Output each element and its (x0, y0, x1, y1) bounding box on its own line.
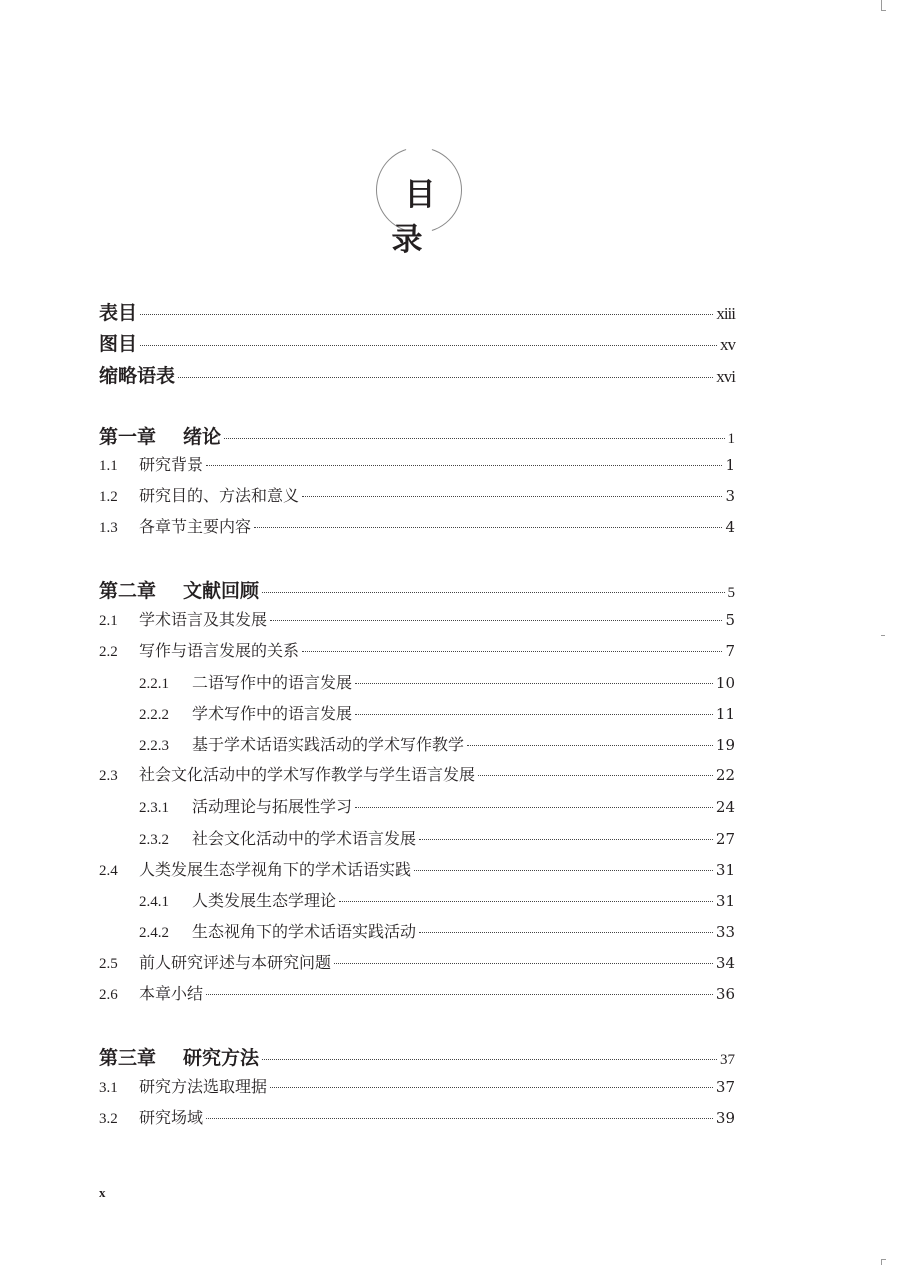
toc-entry-title: 研究场域 (139, 1108, 204, 1127)
toc-entry-title: 研究背景 (139, 455, 204, 474)
dot-leader (224, 438, 724, 439)
toc-section[interactable] (99, 762, 735, 788)
toc-subsection-number: 2.3.2 (139, 832, 169, 848)
toc-entry-page: 22 (715, 766, 735, 784)
dot-leader (206, 1118, 713, 1119)
dot-leader (334, 963, 713, 964)
dot-leader (270, 1087, 713, 1088)
toc-entry-title: 二语写作中的语言发展 (192, 673, 353, 692)
crop-mark-top-right (881, 10, 886, 11)
dot-leader (355, 807, 713, 808)
toc-entry-title: 文献回顾 (183, 580, 260, 602)
dot-leader (339, 901, 713, 902)
dot-leader (270, 620, 722, 621)
toc-section-number: 2.3 (99, 768, 118, 784)
toc-section[interactable] (99, 607, 735, 633)
toc-chapter-number: 第三章 (99, 1047, 157, 1069)
toc-entry-title: 写作与语言发展的关系 (139, 641, 300, 660)
toc-entry-page: 10 (715, 674, 735, 692)
toc-entry-page: 33 (715, 923, 735, 941)
toc-section[interactable] (99, 514, 735, 540)
toc-front-matter-item[interactable] (99, 329, 735, 355)
toc-chapter[interactable] (99, 576, 735, 602)
page-title-block (355, 145, 485, 258)
toc-entry-title: 人类发展生态学视角下的学术话语实践 (139, 860, 412, 879)
toc-section-number: 3.2 (99, 1111, 118, 1127)
dot-leader (419, 839, 713, 840)
toc-subsection[interactable] (139, 888, 735, 914)
toc-entry-title: 研究目的、方法和意义 (139, 486, 300, 505)
toc-section[interactable] (99, 1074, 735, 1100)
toc-section-number: 2.4 (99, 863, 118, 879)
toc-front-matter-item[interactable] (99, 298, 735, 324)
page-title: 目 录 (391, 177, 462, 258)
toc-chapter[interactable] (99, 1043, 735, 1069)
dot-leader (254, 527, 722, 528)
dot-leader (414, 870, 713, 871)
toc-entry-page: 11 (715, 705, 735, 723)
toc-entry-page: 34 (715, 954, 735, 972)
toc-entry-page: 1 (727, 431, 735, 447)
toc-entry-page: 27 (715, 830, 735, 848)
toc-section[interactable] (99, 638, 735, 664)
toc-subsection[interactable] (139, 826, 735, 852)
toc-entry-page: 39 (715, 1109, 735, 1127)
toc-entry-page: 3 (725, 487, 735, 505)
toc-entry-title: 前人研究评述与本研究问题 (139, 953, 332, 972)
toc-section-number: 2.2 (99, 644, 118, 660)
toc-section[interactable] (99, 1105, 735, 1131)
toc-subsection-number: 2.4.1 (139, 894, 169, 910)
toc-section-number: 2.5 (99, 956, 118, 972)
toc-entry-title: 学术语言及其发展 (139, 610, 268, 629)
toc-subsection[interactable] (139, 670, 735, 696)
toc-entry-title: 绪论 (183, 426, 222, 448)
toc-subsection-number: 2.2.2 (139, 707, 169, 723)
dot-leader (178, 377, 713, 378)
dot-leader (206, 465, 722, 466)
toc-section-number: 1.1 (99, 458, 118, 474)
dot-leader (140, 345, 717, 346)
toc-entry-title: 本章小结 (139, 984, 204, 1003)
toc-entry-title: 活动理论与拓展性学习 (192, 797, 353, 816)
toc-section-number: 2.1 (99, 613, 118, 629)
toc-entry-title: 图目 (99, 333, 138, 355)
crop-mark-bottom-right (881, 1259, 886, 1260)
dot-leader (262, 592, 724, 593)
toc-entry-title: 各章节主要内容 (139, 517, 252, 536)
toc-entry-title: 表目 (99, 302, 138, 324)
toc-section[interactable] (99, 950, 735, 976)
dot-leader (355, 714, 713, 715)
toc-subsection-number: 2.4.2 (139, 925, 169, 941)
crop-mark-middle-right (881, 635, 885, 636)
toc-chapter[interactable] (99, 422, 735, 448)
toc-entry-title: 缩略语表 (99, 365, 176, 387)
dot-leader (302, 651, 722, 652)
toc-chapter-number: 第一章 (99, 426, 157, 448)
toc-entry-title: 学术写作中的语言发展 (192, 704, 353, 723)
toc-entry-title: 人类发展生态学理论 (192, 891, 337, 910)
dot-leader (206, 994, 713, 995)
toc-subsection[interactable] (139, 794, 735, 820)
page-number-folio: x (99, 1185, 106, 1200)
toc-entry-page: 31 (715, 861, 735, 879)
toc-entry-page: 19 (715, 736, 735, 754)
toc-section[interactable] (99, 483, 735, 509)
toc-entry-page: 5 (725, 611, 735, 629)
toc-entry-page: xvi (716, 367, 735, 386)
dot-leader (355, 683, 713, 684)
dot-leader (467, 745, 713, 746)
toc-chapter-number: 第二章 (99, 580, 157, 602)
toc-entry-title: 研究方法 (183, 1047, 260, 1069)
toc-entry-title: 基于学术话语实践活动的学术写作教学 (192, 735, 465, 754)
toc-entry-page: 36 (715, 985, 735, 1003)
dot-leader (302, 496, 722, 497)
toc-subsection[interactable] (139, 732, 735, 758)
toc-entry-page: 5 (727, 585, 735, 601)
toc-entry-page: 31 (715, 892, 735, 910)
crop-mark-top-right (881, 0, 882, 10)
toc-subsection-number: 2.2.3 (139, 738, 169, 754)
toc-subsection[interactable] (139, 701, 735, 727)
toc-section[interactable] (99, 452, 735, 478)
toc-entry-page: xiii (716, 304, 735, 323)
toc-entry-page: 24 (715, 798, 735, 816)
toc-entry-title: 生态视角下的学术话语实践活动 (192, 922, 417, 941)
toc-subsection-number: 2.2.1 (139, 676, 169, 692)
toc-entry-page: 1 (725, 456, 735, 474)
toc-entry-page: 7 (725, 642, 735, 660)
toc-front-matter-item[interactable] (99, 361, 735, 387)
toc-entry-page: 4 (725, 518, 735, 536)
toc-entry-page: xv (720, 335, 735, 354)
toc-subsection[interactable] (139, 919, 735, 945)
toc-entry-title: 社会文化活动中的学术写作教学与学生语言发展 (139, 765, 476, 784)
toc-entry-page: 37 (720, 1052, 735, 1068)
dot-leader (140, 314, 713, 315)
toc-section[interactable] (99, 857, 735, 883)
toc-entry-title: 社会文化活动中的学术语言发展 (192, 829, 417, 848)
dot-leader (262, 1059, 717, 1060)
toc-section[interactable] (99, 981, 735, 1007)
toc-section-number: 2.6 (99, 987, 118, 1003)
toc-entry-page: 37 (715, 1078, 735, 1096)
dot-leader (419, 932, 713, 933)
toc-subsection-number: 2.3.1 (139, 800, 169, 816)
toc-section-number: 1.2 (99, 489, 118, 505)
dot-leader (478, 775, 713, 776)
toc-entry-title: 研究方法选取理据 (139, 1077, 268, 1096)
toc-section-number: 3.1 (99, 1080, 118, 1096)
toc-section-number: 1.3 (99, 520, 118, 536)
